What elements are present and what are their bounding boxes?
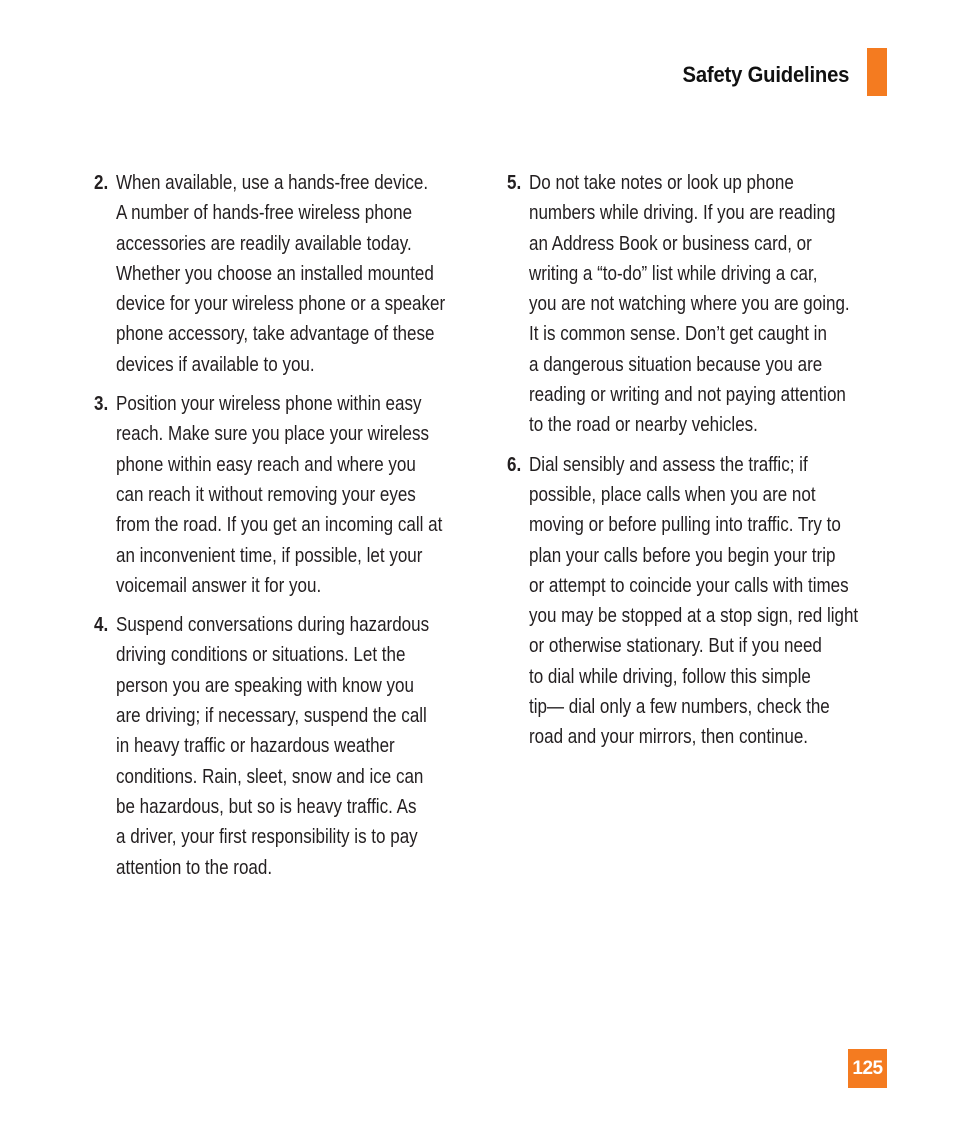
- list-item-6: [507, 450, 897, 753]
- list-item-3: [94, 389, 484, 601]
- page-section-title: Safety Guidelines: [682, 62, 849, 87]
- list-item-text: Do not take notes or look up phone numbers while driving. If you are reading an Address Book or business card, or writing a “to-do” list while driving a car, you are not watching where you are going. It is common sense. Don’t get caught in a dangerous situation because you are reading or writing and not paying attention to the road or nearby vehicles.: [529, 171, 850, 437]
- list-item-4: [94, 610, 484, 883]
- section-accent-bar: [867, 48, 887, 96]
- left-column: [94, 168, 484, 892]
- list-item-text: When available, use a hands-free device. A number of hands-free wireless phone accessories are readily available today. Whether you choose an installed mounted device for your wireless phone or a speaker phone accessory, take advantage of these devices if available to you.: [116, 171, 446, 376]
- list-item-number: 3.: [94, 393, 109, 416]
- right-column: [507, 168, 897, 762]
- list-item-2: [94, 168, 484, 380]
- list-item-number: 5.: [507, 172, 522, 194]
- list-item-text: Suspend conversations during hazardous driving conditions or situations. Let the person you are speaking with know you are driving; if necessary, suspend the call in heavy traffic or hazardous weather conditions. Rain, sleet, snow and ice can be hazardous, but so is heavy traffic. As a driver, your first responsibility is to pay attention to the road.: [116, 613, 430, 879]
- list-item-number: 6.: [507, 453, 522, 476]
- list-item-text: Position your wireless phone within easy reach. Make sure you place your wireless phone within easy reach and where you can reach it without removing your eyes from the road. If you get an incoming call at an inconvenient time, if possible, let your voicemail answer it for you.: [116, 392, 443, 597]
- page-number: 125: [848, 1049, 887, 1088]
- list-item-text: Dial sensibly and assess the traffic; if possible, place calls when you are not moving or before pulling into traffic. Try to plan your calls before you begin your trip or attempt to coincide your calls with times you may be stopped at a stop sign, red light or otherwise stationary. But if you need to dial while driving, follow this simple tip— dial only a few numbers, check the road and your mirrors, then continue.: [529, 452, 859, 749]
- list-item-number: 4.: [94, 614, 109, 637]
- list-item-number: 2.: [94, 172, 109, 194]
- list-item-5: [507, 168, 897, 441]
